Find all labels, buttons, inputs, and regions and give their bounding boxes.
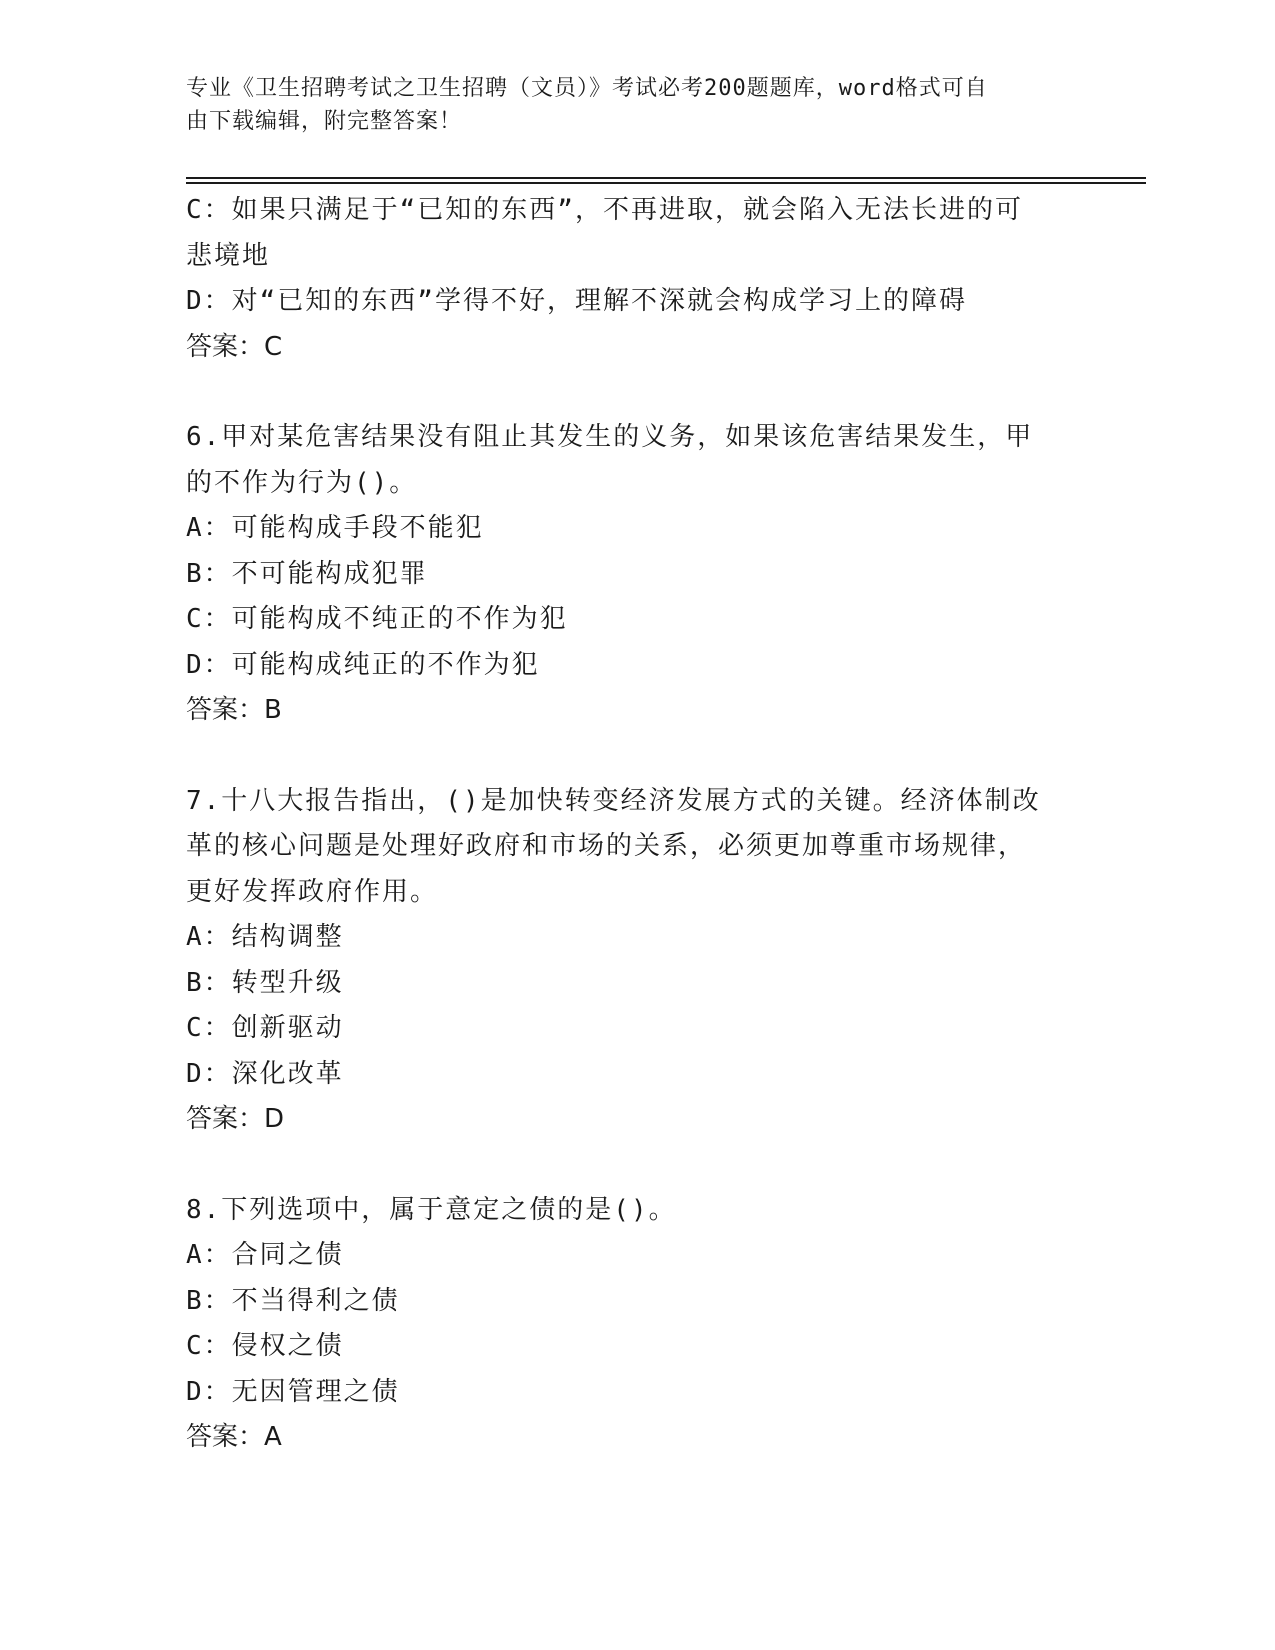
q6-option-a: A：可能构成手段不能犯 (186, 513, 484, 543)
question-8-block (186, 1188, 1086, 1461)
header-divider-bottom (186, 182, 1146, 184)
q5-option-c-line-1: C：如果只满足于“已知的东西”，不再进取，就会陷入无法长进的可 (186, 195, 1023, 225)
spacer (186, 734, 1086, 779)
question-6-block (186, 415, 1086, 734)
q8-option-b: B：不当得利之债 (186, 1285, 400, 1316)
q8-option-c: C：侵权之债 (186, 1331, 344, 1361)
q7-answer: 答案：D (186, 1104, 285, 1134)
q5-answer: 答案：C (186, 331, 283, 362)
q7-stem-line-2: 革的核心问题是处理好政府和市场的关系，必须更加尊重市场规律， (186, 831, 1027, 861)
q6-stem-line-1: 6.甲对某危害结果没有阻止其发生的义务，如果该危害结果发生，甲 (186, 422, 1034, 452)
header-divider-top (186, 177, 1146, 179)
q6-answer: 答案：B (186, 695, 282, 725)
q7-option-a: A：结构调整 (186, 922, 344, 952)
document-content (186, 188, 1086, 1461)
q8-stem-line-1: 8.下列选项中，属于意定之债的是()。 (186, 1194, 677, 1225)
q8-answer: 答案：A (186, 1422, 282, 1452)
document-header (186, 72, 1066, 138)
spacer (186, 370, 1086, 415)
q6-stem-line-2: 的不作为行为()。 (186, 467, 418, 498)
q8-option-a: A：合同之债 (186, 1240, 344, 1270)
q6-option-c: C：可能构成不纯正的不作为犯 (186, 604, 568, 634)
q6-option-d: D：可能构成纯正的不作为犯 (186, 649, 540, 680)
header-line-2: 由下载编辑，附完整答案！ (186, 109, 463, 134)
question-7-block (186, 779, 1086, 1143)
q7-stem-line-1: 7.十八大报告指出，()是加快转变经济发展方式的关键。经济体制改 (186, 785, 1041, 816)
q5-option-c-line-2: 悲境地 (186, 240, 271, 271)
header-line-1: 专业《卫生招聘考试之卫生招聘（文员）》考试必考200题题库，word格式可自 (186, 76, 988, 101)
q7-stem-line-3: 更好发挥政府作用。 (186, 876, 439, 907)
q7-option-c: C：创新驱动 (186, 1013, 344, 1043)
q6-option-b: B：不可能构成犯罪 (186, 558, 428, 589)
q7-option-b: B：转型升级 (186, 967, 344, 998)
spacer (186, 1143, 1086, 1188)
question-5-block (186, 188, 1086, 370)
q7-option-d: D：深化改革 (186, 1058, 344, 1089)
q8-option-d: D：无因管理之债 (186, 1376, 400, 1407)
q5-option-d: D：对“已知的东西”学得不好，理解不深就会构成学习上的障碍 (186, 286, 967, 316)
